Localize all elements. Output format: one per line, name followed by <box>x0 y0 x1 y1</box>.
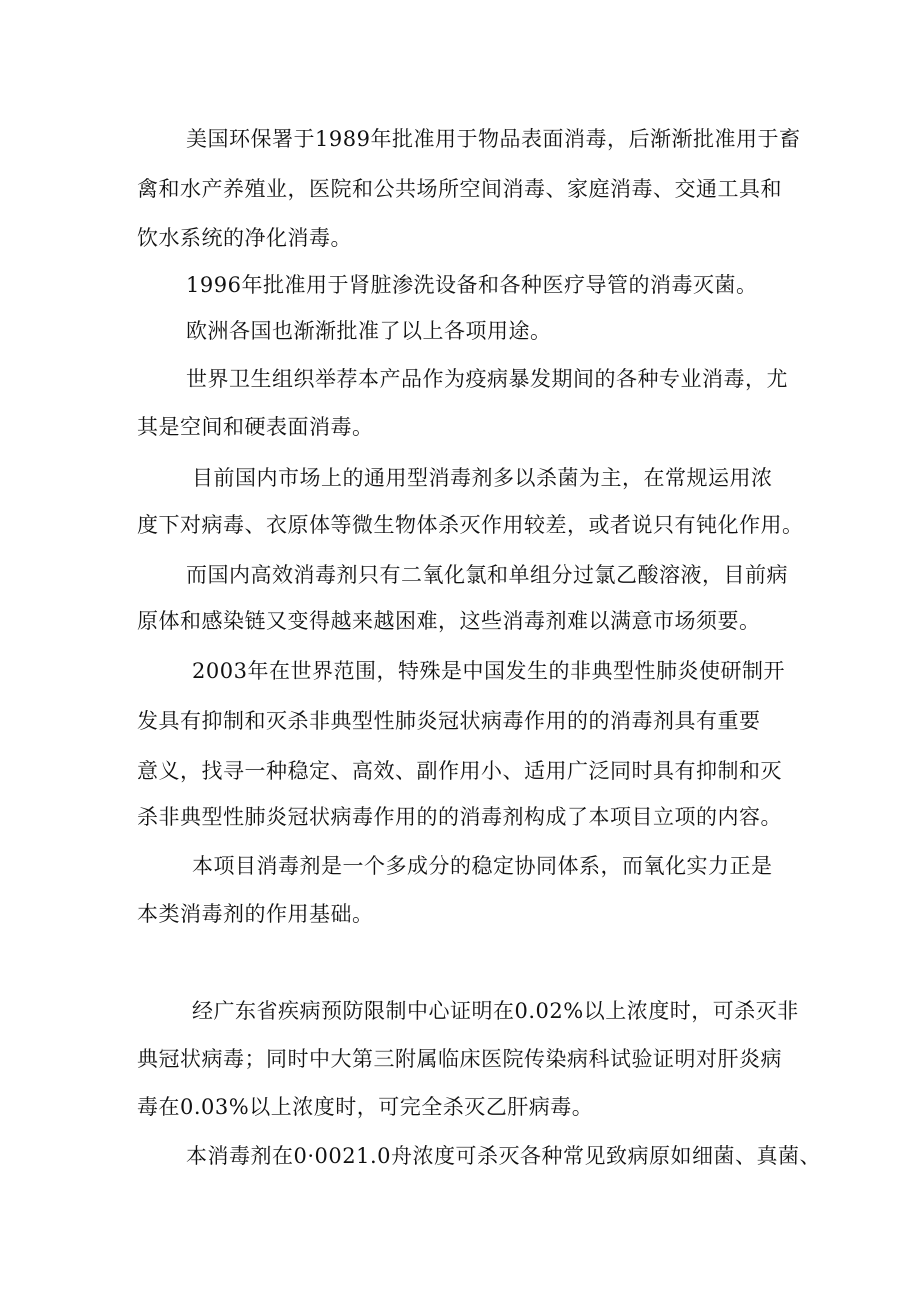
paragraph-7-line-3: 意义，找寻一种稳定、高效、副作用小、适用广泛同时具有抑制和灭 <box>137 759 782 783</box>
paragraph-1-line-1: 美国环保署于1989年批准用于物品表面消毒，后渐渐批准用于畜 <box>186 127 801 151</box>
paragraph-1-line-3: 饮水系统的净化消毒。 <box>137 226 352 250</box>
paragraph-8-line-1: 本项目消毒剂是一个多成分的稳定协同体系，而氧化实力正是 <box>192 854 773 878</box>
paragraph-7-line-4: 杀非典型性肺炎冠状病毒作用的的消毒剂构成了本项目立项的内容。 <box>137 805 782 829</box>
paragraph-6-line-2: 原体和感染链又变得越来越困难，这些消毒剂难以满意市场须要。 <box>137 609 761 633</box>
paragraph-5-line-1: 目前国内市场上的通用型消毒剂多以杀菌为主，在常规运用浓 <box>192 466 773 490</box>
paragraph-5-line-2: 度下对病毒、衣原体等微生物体杀灭作用较差，或者说只有钝化作用。 <box>137 513 804 537</box>
paragraph-9-line-2: 典冠状病毒；同时中大第三附属临床医院传染病科试验证明对肝炎病 <box>137 1047 782 1071</box>
paragraph-4-line-1: 世界卫生组织举荐本产品作为疫病暴发期间的各种专业消毒，尤 <box>186 367 788 391</box>
paragraph-3-line-1: 欧洲各国也渐渐批准了以上各项用途。 <box>186 319 552 343</box>
paragraph-8-line-2: 本类消毒剂的作用基础。 <box>137 902 374 926</box>
paragraph-10-line-1: 本消毒剂在0·0021.0舟浓度可杀灭各种常见致病原如细菌、真菌、 <box>186 1144 822 1168</box>
paragraph-2-line-1: 1996年批准用于肾脏渗洗设备和各种医疗导管的消毒灭菌。 <box>186 273 758 297</box>
paragraph-6-line-1: 而国内高效消毒剂只有二氧化氯和单组分过氯乙酸溶液，目前病 <box>186 563 788 587</box>
paragraph-7-line-1: 2003年在世界范围，特殊是中国发生的非典型性肺炎使研制开 <box>192 659 785 683</box>
paragraph-1-line-2: 禽和水产养殖业，医院和公共场所空间消毒、家庭消毒、交通工具和 <box>137 177 782 201</box>
paragraph-9-line-1: 经广东省疾病预防限制中心证明在0.02%以上浓度时，可杀灭非 <box>192 999 799 1023</box>
paragraph-4-line-2: 其是空间和硬表面消毒。 <box>137 415 374 439</box>
paragraph-7-line-2: 发具有抑制和灭杀非典型性肺炎冠状病毒作用的的消毒剂具有重要 <box>137 709 761 733</box>
paragraph-9-line-3: 毒在0.03%以上浓度时，可完全杀灭乙肝病毒。 <box>137 1095 594 1119</box>
